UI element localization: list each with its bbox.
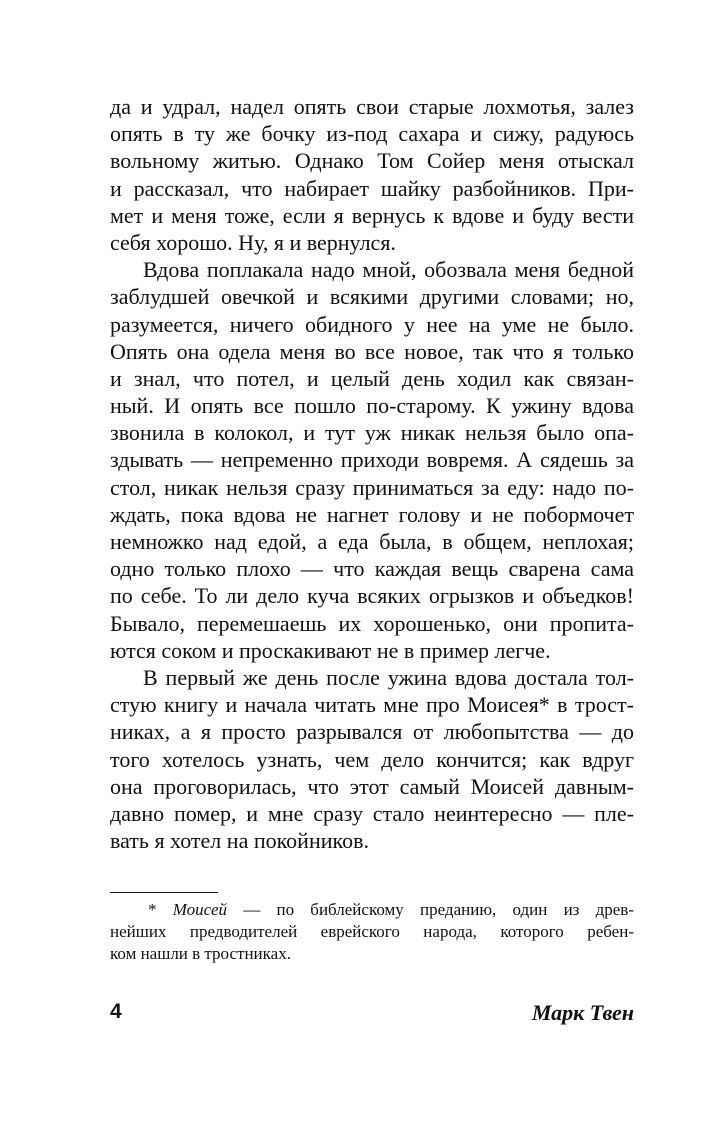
footnote-line — [110, 899, 634, 921]
text-line: никах, а я просто разрывался от любопытства — до — [110, 719, 634, 745]
text-line: В первый же день после ужина вдова достала тол- — [143, 664, 634, 690]
text-line: да и удрал, надел опять свои старые лохмотья, залез — [110, 94, 634, 119]
text-line: звонила в колокол, и тут уж никак нельзя было опа- — [110, 420, 634, 446]
text-line: ждать, пока вдова не нагнет голову и не побормочет — [110, 501, 634, 527]
footnote-line: нейших предводителей еврейского народа, которого ребен- — [110, 922, 634, 941]
text-line: стол, никак нельзя сразу приниматься за еду: надо по- — [110, 474, 634, 500]
running-footer-author: Марк Твен — [531, 1000, 634, 1025]
text-line: себя хорошо. Ну, я и вернулся. — [110, 229, 396, 255]
text-line: заблудшей овечкой и всякими другими словами; но, — [110, 284, 634, 310]
text-line: мет и меня тоже, если я вернусь к вдове и буду вести — [110, 202, 634, 228]
text-line: давно помер, и мне сразу стало неинтересно — пле- — [110, 800, 634, 826]
text-line: ный. И опять все пошло по-старому. К ужину вдова — [110, 393, 634, 419]
text-line: ются соком и проскакивают не в пример легче. — [110, 637, 551, 663]
main-text — [110, 93, 634, 854]
paragraph — [110, 93, 634, 256]
text-line: разумеется, ничего обидного у нее на уме не было. — [110, 311, 634, 337]
text-line: и рассказал, что набирает шайку разбойников. При- — [110, 175, 634, 201]
paragraph — [110, 664, 634, 854]
footnote-marker: * — [148, 900, 157, 919]
footnote-line: ком нашли в тростниках. — [110, 944, 291, 963]
text-line: Вдова поплакала надо мной, обозвала меня бедной — [143, 257, 634, 283]
text-line: Бывало, перемешаешь их хорошенько, они пропита- — [110, 610, 634, 636]
text-line: опять в ту же бочку из-под сахара и сижу, радуюсь — [110, 121, 634, 147]
text-line: здывать — непременно приходи вовремя. А сядешь за — [110, 447, 634, 473]
text-line: одно только плохо — что каждая вещь сварена сама — [110, 556, 634, 582]
text-line: она проговорилась, что этот самый Моисей давным- — [110, 773, 634, 799]
text-line: немножко над едой, а еда была, в общем, неплохая; — [110, 529, 634, 554]
footnote-term: Моисей — [172, 900, 228, 919]
page-number: 4 — [110, 1000, 122, 1023]
footnote-separator — [110, 892, 218, 893]
text-line: стую книгу и начала читать мне про Моисея* в трост- — [110, 692, 634, 718]
footnote — [110, 899, 634, 965]
text-line: вольному житью. Однако Том Сойер меня отыскал — [110, 148, 634, 174]
text-line: Опять она одела меня во все новое, так что я только — [110, 338, 634, 364]
paragraph — [110, 256, 634, 664]
footnote-text: — по библейскому преданию, один из древ- — [227, 900, 634, 919]
text-line: и знал, что потел, и целый день ходил как связан- — [110, 365, 634, 391]
text-line: того хотелось узнать, чем дело кончится; как вдруг — [110, 746, 634, 772]
text-line: по себе. То ли дело куча всяких огрызков и объедков! — [110, 583, 634, 609]
text-line: вать я хотел на покойников. — [110, 828, 369, 854]
